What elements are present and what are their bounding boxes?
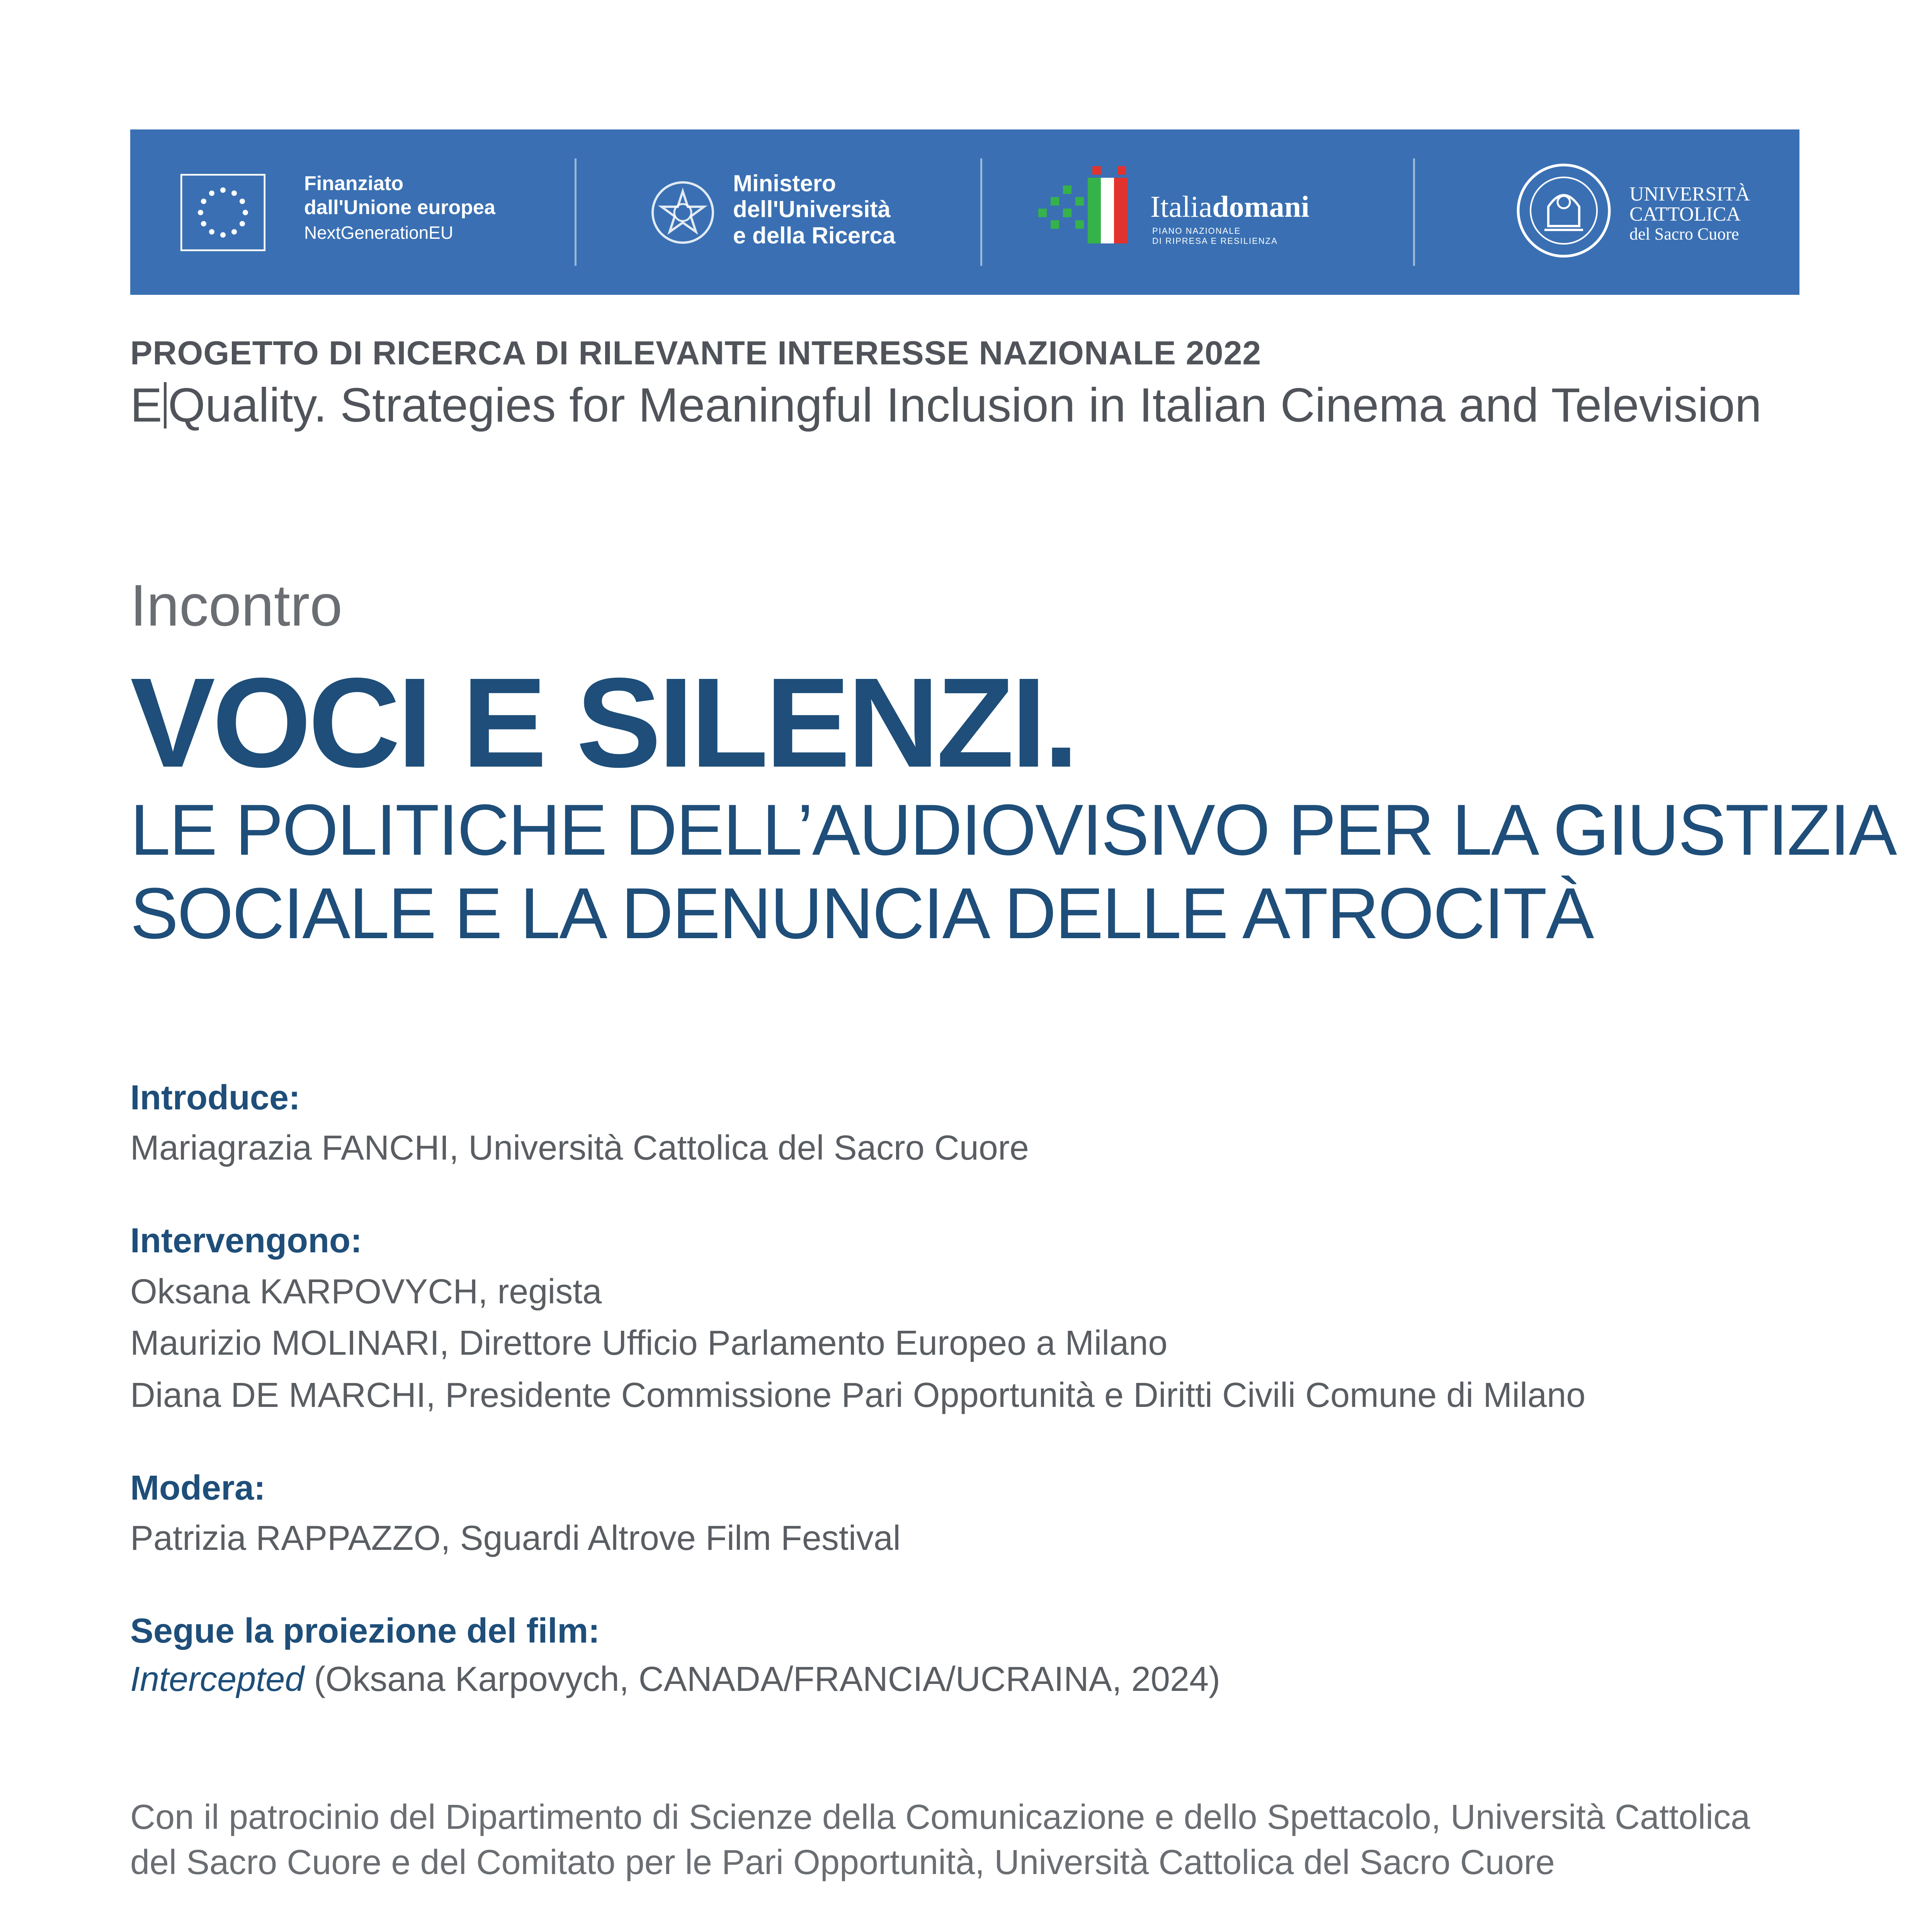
ucsc-line2: CATTOLICA [1629,203,1741,225]
project-name-rest: Quality. Strategies for Meaningful Inclusion in Italian Cinema and Television [168,379,1762,432]
speaker-item: Oksana KARPOVYCH, regista [130,1272,602,1311]
ucsc-line1: UNIVERSITÀ [1629,183,1750,205]
ucsc-seal-icon [1514,160,1614,261]
italia-sub2: DI RIPRESA E RESILIENZA [1152,236,1278,246]
italia-word: Italia [1150,190,1213,223]
eu-line2: dall'Unione europea [304,196,495,219]
introduce-person: Mariagrazia FANCHI, Università Cattolica del Sacro Cuore [130,1129,1029,1167]
film-info: (Oksana Karpovych, CANADA/FRANCIA/UCRAINA, 2024) [304,1660,1221,1699]
mur-line3: e della Ricerca [733,223,896,248]
event-subtitle-line1: LE POLITICHE DELL’AUDIOVISIVO PER LA GIUSTIZIA [130,789,1896,870]
project-name-e: E [130,379,162,432]
event-kind: Incontro [130,573,343,638]
intervengono-label: Intervengono: [130,1221,362,1260]
mur-line1: Ministero [733,170,836,196]
eu-line1: Finanziato [304,172,404,195]
modera-label: Modera: [130,1469,266,1507]
banner-separator [575,158,577,266]
project-name-divider [164,382,167,429]
moderator-person: Patrizia RAPPAZZO, Sguardi Altrove Film Festival [130,1519,901,1558]
speaker-item: Maurizio MOLINARI, Direttore Ufficio Parlamento Europeo a Milano [130,1324,1168,1362]
ucsc-line3: del Sacro Cuore [1629,224,1739,243]
speaker-item: Diana DE MARCHI, Presidente Commissione Pari Opportunità e Diritti Civili Comune di Milano [130,1376,1586,1415]
introduce-label: Introduce: [130,1078,300,1117]
funding-banner [130,129,1799,295]
italia-domani-wordmark [1150,189,1310,224]
eu-flag-icon [180,174,265,251]
italian-republic-emblem-icon [648,174,718,251]
film-line [130,1660,1220,1699]
film-label: Segue la proiezione del film: [130,1612,600,1650]
patronage-note: Con il patrocinio del Dipartimento di Scienze della Comunicazione e dello Spettacolo, Università Cattolica del Sacro Cuore e del Comitato per le Pari Opportunità, Università Cattolica del Sacro Cuore [130,1798,1750,1882]
project-name [130,378,1762,433]
project-category: PROGETTO DI RICERCA DI RILEVANTE INTERESSE NAZIONALE 2022 [130,335,1262,372]
italia-sub1: PIANO NAZIONALE [1152,226,1241,236]
event-subtitle [130,788,1896,955]
eu-line3: NextGenerationEU [304,223,454,243]
film-title: Intercepted [130,1660,304,1699]
event-subtitle-line2: SOCIALE E LA DENUNCIA DELLE ATROCITÀ [130,873,1593,954]
event-title: VOCI E SILENZI. [130,651,1076,794]
mur-line2: dell'Università [733,196,891,222]
banner-separator [1413,158,1415,266]
italia-domani-logo-icon [1034,162,1131,259]
banner-separator [980,158,982,266]
domani-word: domani [1212,190,1310,223]
